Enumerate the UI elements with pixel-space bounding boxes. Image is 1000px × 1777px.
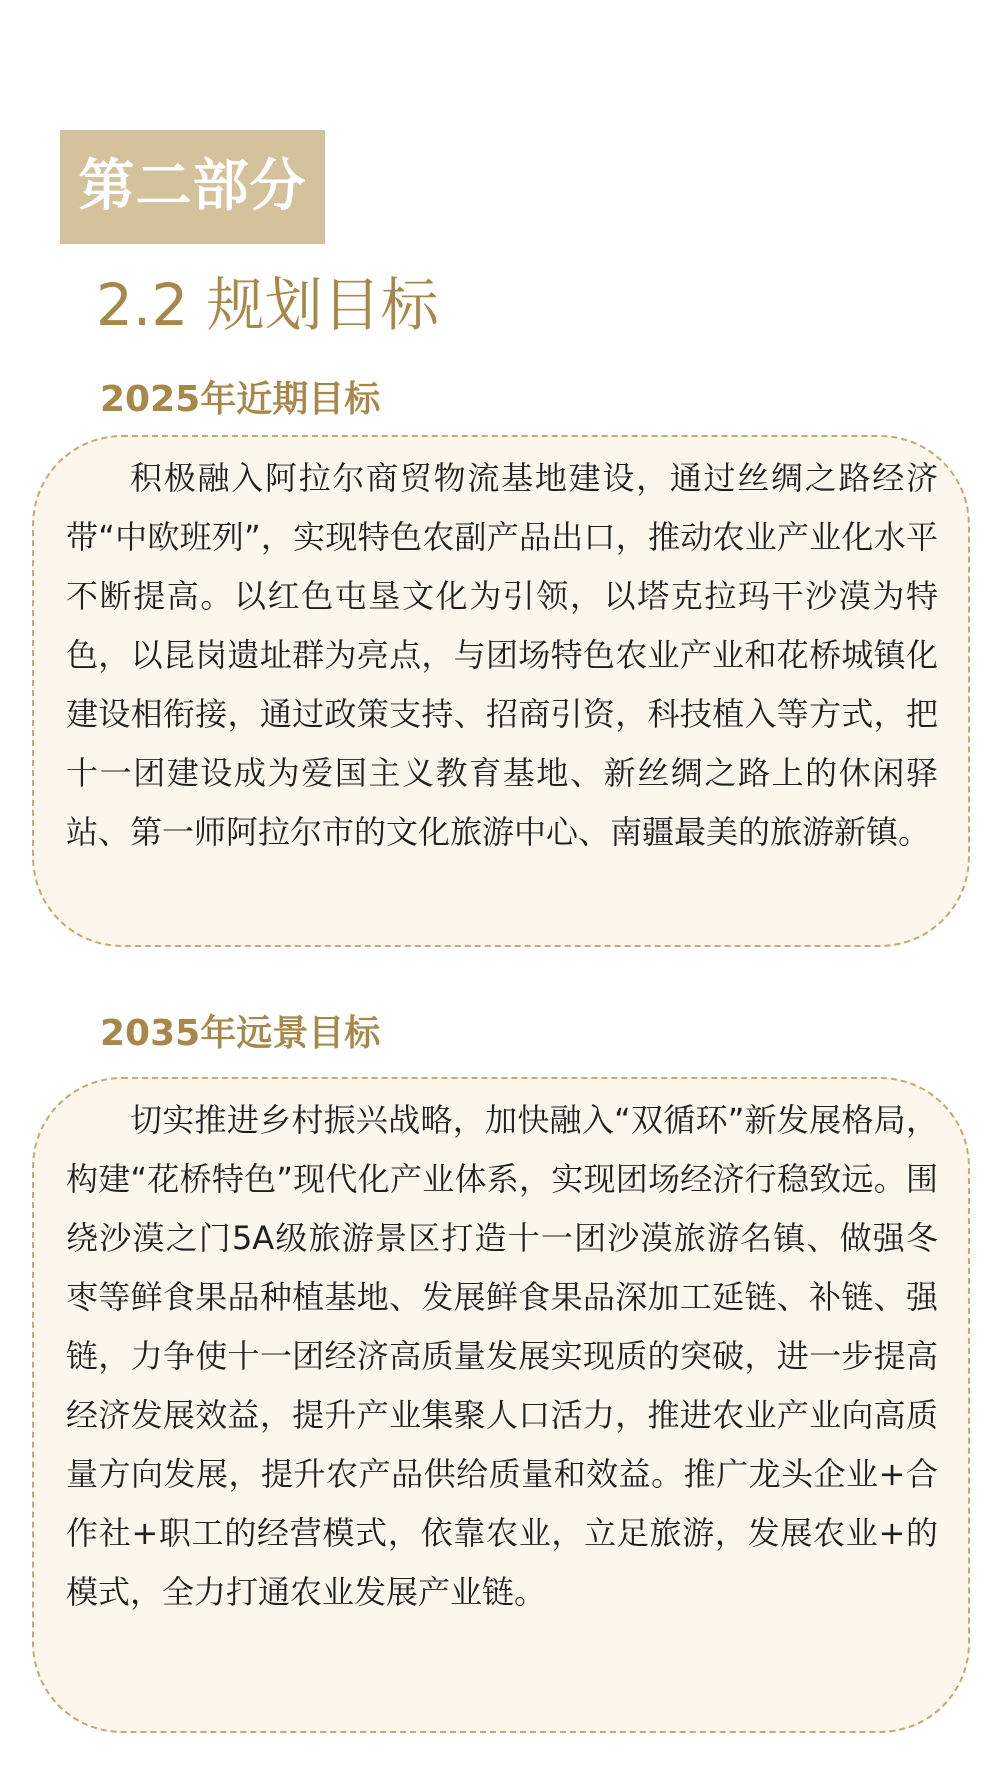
goal-text-2025: 积极融入阿拉尔商贸物流基地建设，通过丝绸之路经济带“中欧班列”，实现特色农副产品出口，推动农业产业化水平不断提高。以红色屯垦文化为引领，以塔克拉玛干沙漠为特色，以昆岗遗址群为亮点，与团场特色农业产业和花桥城镇化建设相衔接，通过政策支持、招商引资，科技植入等方式，把十一团建设成为爱国主义教育基地、新丝绸之路上的休闲驿站、第一师阿拉尔市的文化旅游中心、南疆最美的旅游新镇。 xyxy=(66,459,938,851)
goal-box-2035 xyxy=(32,1077,970,1733)
section-title: 2.2 规划目标 xyxy=(96,271,439,339)
goal-box-2025 xyxy=(32,435,970,947)
goal-text-2035: 切实推进乡村振兴战略，加快融入“双循环”新发展格局，构建“花桥特色”现代化产业体系，实现团场经济行稳致远。围绕沙漠之门5A级旅游景区打造十一团沙漠旅游名镇、做强冬枣等鲜食果品种植基地、发展鲜食果品深加工延链、补链、强链，力争使十一团经济高质量发展实现质的突破，进一步提高经济发展效益，提升产业集聚人口活力，推进农业产业向高质量方向发展，提升农产品供给质量和效益。推广龙头企业+合作社+职工的经营模式，依靠农业，立足旅游，发展农业+的模式，全力打通农业发展产业链。 xyxy=(66,1101,938,1611)
goal-heading-2025: 2025年近期目标 xyxy=(100,379,381,420)
goal-heading-2035: 2035年远景目标 xyxy=(100,1013,381,1054)
part-badge: 第二部分 xyxy=(60,130,325,244)
